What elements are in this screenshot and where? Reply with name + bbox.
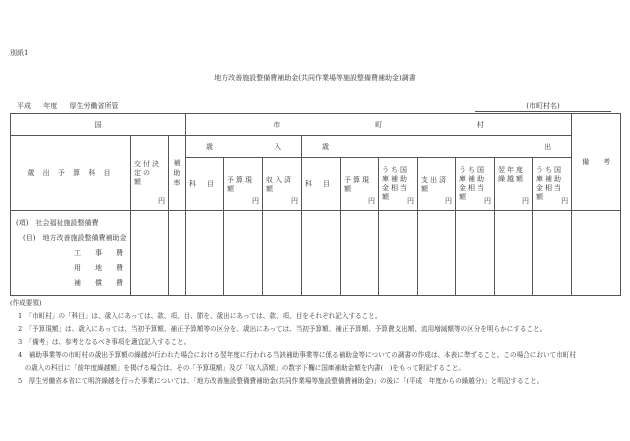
rev-item-header: 科 目 — [186, 158, 224, 211]
data-cell[interactable] — [456, 211, 495, 296]
city-label: 市 — [273, 120, 281, 129]
ministry: 厚生労働省所管 — [69, 102, 119, 110]
budget-item-cell — [11, 211, 131, 296]
data-cell[interactable] — [533, 211, 572, 296]
instructions — [10, 297, 576, 388]
subsidy-table — [10, 113, 621, 296]
grant-decision-header: 交付決定の 額 円 — [131, 136, 169, 211]
instructions-heading: (作成要領) — [10, 299, 42, 307]
revenue-header: 歳 入 — [186, 136, 302, 158]
data-cell[interactable] — [379, 211, 418, 296]
data-cell[interactable] — [302, 211, 341, 296]
data-cell[interactable] — [495, 211, 533, 296]
instruction-item: の歳入の科目に「前年度繰越額」を掲げる場合は、その「予算現額」及び「収入済額」の数字下欄に国庫補助金額を内書( )をもって附記すること。 — [18, 364, 465, 372]
item-row: 工 事 費 — [74, 248, 123, 257]
data-cell[interactable] — [263, 211, 302, 296]
data-cell[interactable] — [186, 211, 224, 296]
exp-item-header: 科 目 — [302, 158, 341, 211]
item-row: (項) 社会福祉施設整備費 — [16, 218, 99, 227]
data-cell[interactable] — [418, 211, 456, 296]
fiscal-header — [17, 101, 118, 111]
rev-received-header: 収入済額 円 — [263, 158, 302, 211]
item-row: (目) 地方改善施設整備費補助金 — [23, 233, 127, 242]
national-header: 国 — [11, 114, 186, 136]
village-label: 村 — [476, 120, 484, 129]
remarks-cell[interactable] — [572, 211, 621, 296]
exp-budget-header: 予算現額 円 — [341, 158, 379, 211]
data-cell[interactable] — [224, 211, 263, 296]
item-row: 用 地 費 — [74, 263, 123, 272]
data-cell[interactable] — [169, 211, 186, 296]
municipality-name-field: (市町村名) — [475, 101, 611, 112]
exp-national-share-3-header: うち国庫補助金相当額 円 — [533, 158, 572, 211]
attachment-label: 別紙1 — [10, 49, 29, 57]
item-row: 補 償 費 — [74, 278, 123, 287]
fiscal-year: 年度 — [43, 102, 58, 110]
data-cell[interactable] — [341, 211, 379, 296]
rev-budget-header: 予算現額 円 — [224, 158, 263, 211]
instruction-item: 4 補助事業等の市町村の歳出予算額の繰越が行われた場合における翌年度に行われる当該補助事業等に係る補助金等についての調書の作成は、本表に準ずること。この場合において市町村 — [18, 351, 576, 359]
municipality-header — [186, 114, 572, 136]
remarks-header: 備 考 — [572, 114, 621, 211]
instruction-item: 1 「市町村」の「科目」は、歳入にあっては、款、項、目、節を、歳出にあっては、款、項、目をそれぞれ記入すること。 — [18, 312, 382, 320]
expense-header: 歳 出 — [302, 136, 572, 158]
data-cell[interactable] — [131, 211, 169, 296]
exp-paid-header: 支出済額 円 — [418, 158, 456, 211]
exp-national-share-1-header: うち国庫補助金相当額 円 — [379, 158, 418, 211]
budget-item-header: 歳 出 予 算 科 目 — [11, 136, 131, 211]
era: 平成 — [17, 102, 31, 110]
document-title: 地方改善施設整備費補助金(共同作業場等施設整備費補助金)調書 — [214, 74, 416, 82]
town-label: 町 — [375, 120, 383, 129]
instruction-item: 3 「備考」は、参考となるべき事項を適宜記入すること。 — [18, 338, 191, 346]
exp-national-share-2-header: うち国庫補助金相当額 円 — [456, 158, 495, 211]
instruction-item: 5 厚生労働省本省にて明許繰越を行った事業については、「地方改善施設整備費補助金(共同作業場等施設整備費補助金)」の後に「(平成 年度からの繰越分)」と明記すること。 — [18, 377, 544, 385]
subsidy-rate-header: 補助率 — [169, 136, 186, 211]
exp-carryover-header: 翌年度繰越額 円 — [495, 158, 533, 211]
instruction-item: 2 「予算現額」は、歳入にあっては、当初予算額、補正予算額等の区分を、歳出にあっては、当初予算額、補正予算額、予算費支出額、流用増減額等の区分を明らかにすること。 — [18, 325, 547, 333]
